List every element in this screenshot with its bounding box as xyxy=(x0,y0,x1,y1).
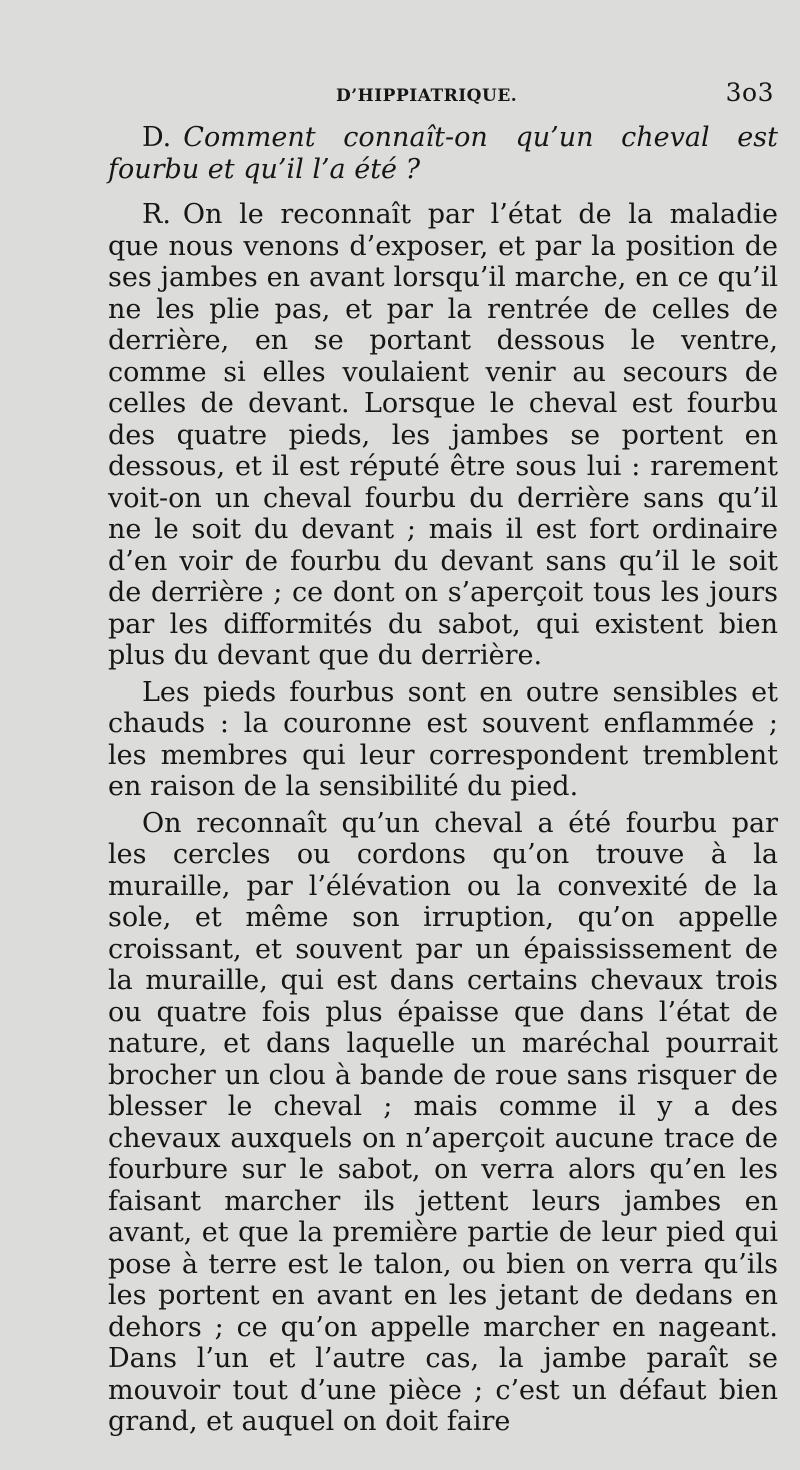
question-text: Comment connaît-on qu’un cheval est fourbu et qu’il l’a été ? xyxy=(108,122,778,185)
running-title: D’HIPPIATRIQUE. xyxy=(336,86,518,106)
paragraph-3: On reconnaît qu’un cheval a été fourbu par les cercles ou cordons qu’on trouve à la muraille, par l’élévation ou la convexité de la sole, et même son irruption, qu’on appelle croissant, et souvent par un épaississement de la muraille, qui est dans certains chevaux trois ou quatre fois plus épaisse que dans l’état de nature, et dans laquelle un maréchal pourrait brocher un clou à bande de roue sans risquer de blesser le cheval ; mais comme il y a des chevaux auxquels on n’aperçoit aucune trace de fourbure sur le sabot, on verra alors qu’en les faisant marcher ils jettent leurs jambes en avant, et que la première partie de leur pied qui pose à terre est le talon, ou bien on verra qu’ils les portent en avant en les jetant de dedans en dehors ; ce qu’on appelle marcher en nageant. Dans l’un et l’autre cas, la jambe paraît se mouvoir tout d’une pièce ; c’est un défaut bien grand, et auquel on doit faire xyxy=(108,807,778,1437)
page-number: 3o3 xyxy=(725,78,774,107)
question-lead: D. xyxy=(142,122,172,153)
answer-paragraph xyxy=(108,199,778,672)
answer-text: On le reconnaît par l’état de la maladie que nous venons d’exposer, et par la position de ses jambes en avant lorsqu’il marche, en ce qu’il ne les plie pas, et par la rentrée de celles de derrière, en se portant dessous le ventre, comme si elles voulaient venir au secours de celles de devant. Lorsque le cheval est fourbu des quatre pieds, les jambes se portent en dessous, et il est réputé être sous lui : rarement voit-on un cheval fourbu du derrière sans qu’il ne le soit du devant ; mais il est fort ordinaire d’en voir de fourbu du devant sans qu’il le soit de derrière ; ce dont on s’aperçoit tous les jours par les difformités du sabot, qui existent bien plus du devant que du derrière. xyxy=(108,199,778,671)
question-paragraph xyxy=(108,122,778,185)
running-head xyxy=(108,78,778,118)
body-text xyxy=(108,122,778,1438)
answer-lead: R. xyxy=(142,199,171,230)
paragraph-2: Les pieds fourbus sont en outre sensibles et chauds : la couronne est souvent enflammée ; les membres qui leur correspondent tremblent en raison de la sensibilité du pied. xyxy=(108,676,778,802)
